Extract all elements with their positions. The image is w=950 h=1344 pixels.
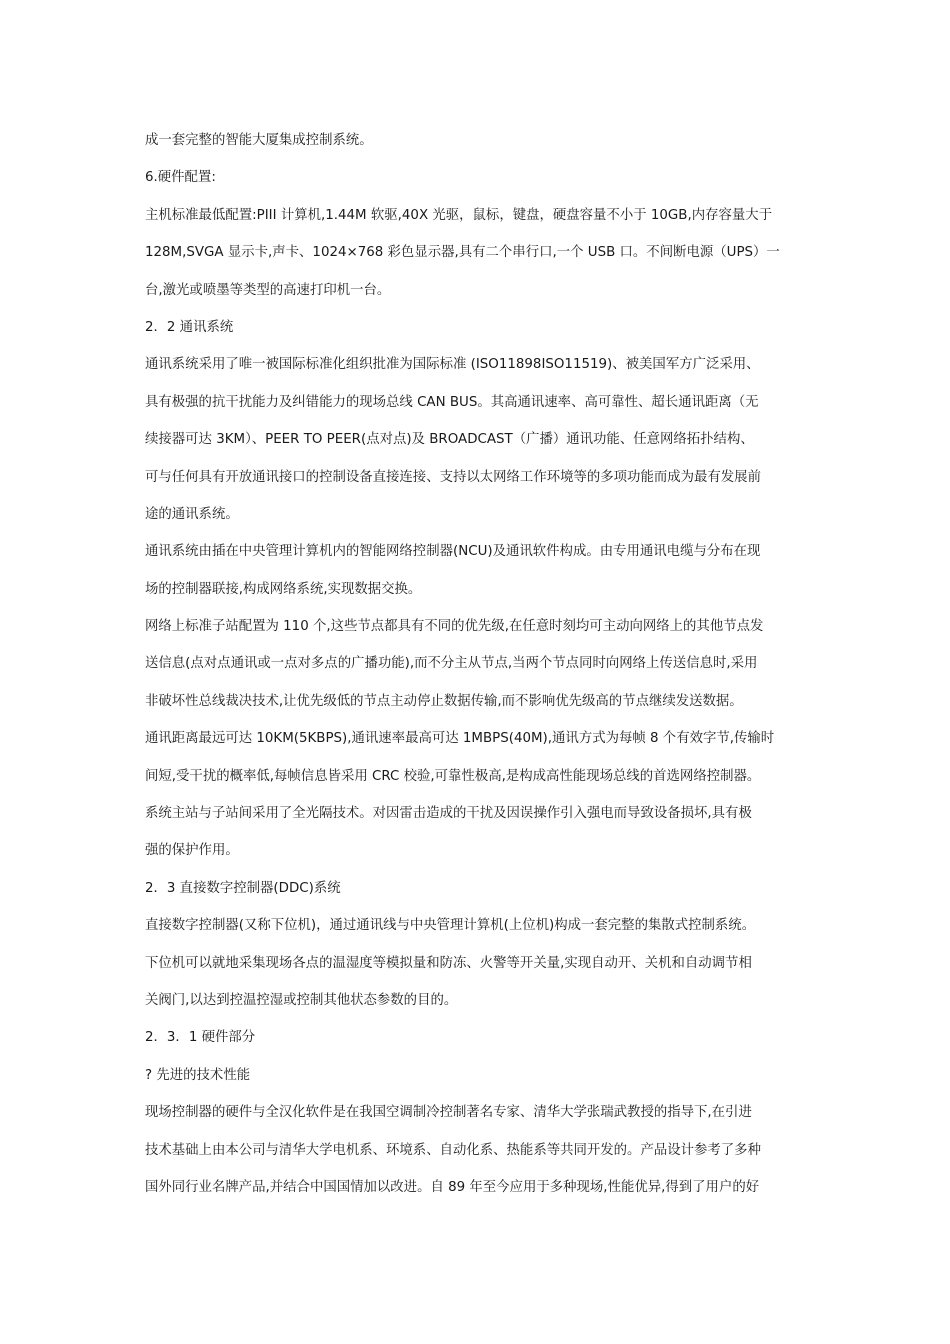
text-line: 间短,受干扰的概率低,每帧信息皆采用 CRC 校验,可靠性极高,是构成高性能现场总线的首选网络控制器。: [145, 768, 761, 784]
section-heading: 6.硬件配置:: [145, 170, 216, 186]
text-line: 主机标准最低配置:PIII 计算机,1.44M 软驱,40X 光驱，鼠标，键盘，硬盘容量不小于 10GB,内存容量大于: [145, 207, 773, 223]
text-line: 直接数字控制器(又称下位机)，通过通讯线与中央管理计算机(上位机)构成一套完整的集散式控制系统。: [145, 918, 756, 934]
text-line: 台,激光或喷墨等类型的高速打印机一台。: [145, 282, 391, 298]
text-line: 国外同行业名牌产品,并结合中国国情加以改进。自 89 年至今应用于多种现场,性能优异,得到了用户的好: [145, 1179, 760, 1195]
text-line: 128M,SVGA 显示卡,声卡、1024×768 彩色显示器,具有二个串行口,一个 USB 口。不间断电源（UPS）一: [145, 245, 780, 261]
text-line: 成一套完整的智能大厦集成控制系统。: [145, 133, 373, 148]
text-line: 通讯系统由插在中央管理计算机内的智能网络控制器(NCU)及通讯软件构成。由专用通讯电缆与分布在现: [145, 544, 761, 560]
text-line: 下位机可以就地采集现场各点的温湿度等模拟量和防冻、火警等开关量,实现自动开、关机和自动调节相: [145, 955, 752, 971]
text-line: 可与任何具有开放通讯接口的控制设备直接连接、支持以太网络工作环境等的多项功能而成为最有发展前: [145, 469, 761, 485]
text-line: 强的保护作用。: [145, 843, 239, 859]
text-line: 送信息(点对点通讯或一点对多点的广播功能),而不分主从节点,当两个节点同时向网络上传送信息时,采用: [145, 656, 758, 672]
text-line: 现场控制器的硬件与全汉化软件是在我国空调制冷控制著名专家、清华大学张瑞武教授的指导下,在引进: [145, 1105, 752, 1121]
text-line: 非破坏性总线裁决技术,让优先级低的节点主动停止数据传输,而不影响优先级高的节点继续发送数据。: [145, 693, 743, 709]
subsection-heading: ? 先进的技术性能: [145, 1067, 251, 1083]
text-line: 技术基础上由本公司与清华大学电机系、环境系、自动化系、热能系等共同开发的。产品设计参考了多种: [145, 1142, 761, 1158]
text-line: 通讯距离最远可达 10KM(5KBPS),通讯速率最高可达 1MBPS(40M),通讯方式为每帧 8 个有效字节,传输时: [145, 731, 775, 747]
text-line: 具有极强的抗干扰能力及纠错能力的现场总线 CAN BUS。其高通讯速率、高可靠性、超长通讯距离（无: [145, 394, 759, 410]
section-heading: 2．2 通讯系统: [145, 319, 234, 335]
section-heading: 2．3．1 硬件部分: [145, 1030, 256, 1046]
text-line: 系统主站与子站间采用了全光隔技术。对因雷击造成的干扰及因误操作引入强电而导致设备损坏,具有极: [145, 806, 752, 822]
document-body: [145, 122, 810, 1206]
text-line: 途的通讯系统。: [145, 506, 239, 522]
text-line: 续接器可达 3KM）、PEER TO PEER(点对点)及 BROADCAST（广播）通讯功能、任意网络拓扑结构、: [145, 432, 754, 448]
text-line: 网络上标准子站配置为 110 个,这些节点都具有不同的优先级,在任意时刻均可主动向网络上的其他节点发: [145, 619, 764, 635]
text-line: 关阀门,以达到控温控湿或控制其他状态参数的目的。: [145, 992, 458, 1008]
text-line: 场的控制器联接,构成网络系统,实现数据交换。: [145, 581, 422, 597]
text-line: 通讯系统采用了唯一被国际标准化组织批准为国际标准 (ISO11898ISO11519)、被美国军方广泛采用、: [145, 357, 760, 373]
section-heading: 2．3 直接数字控制器(DDC)系统: [145, 880, 341, 896]
